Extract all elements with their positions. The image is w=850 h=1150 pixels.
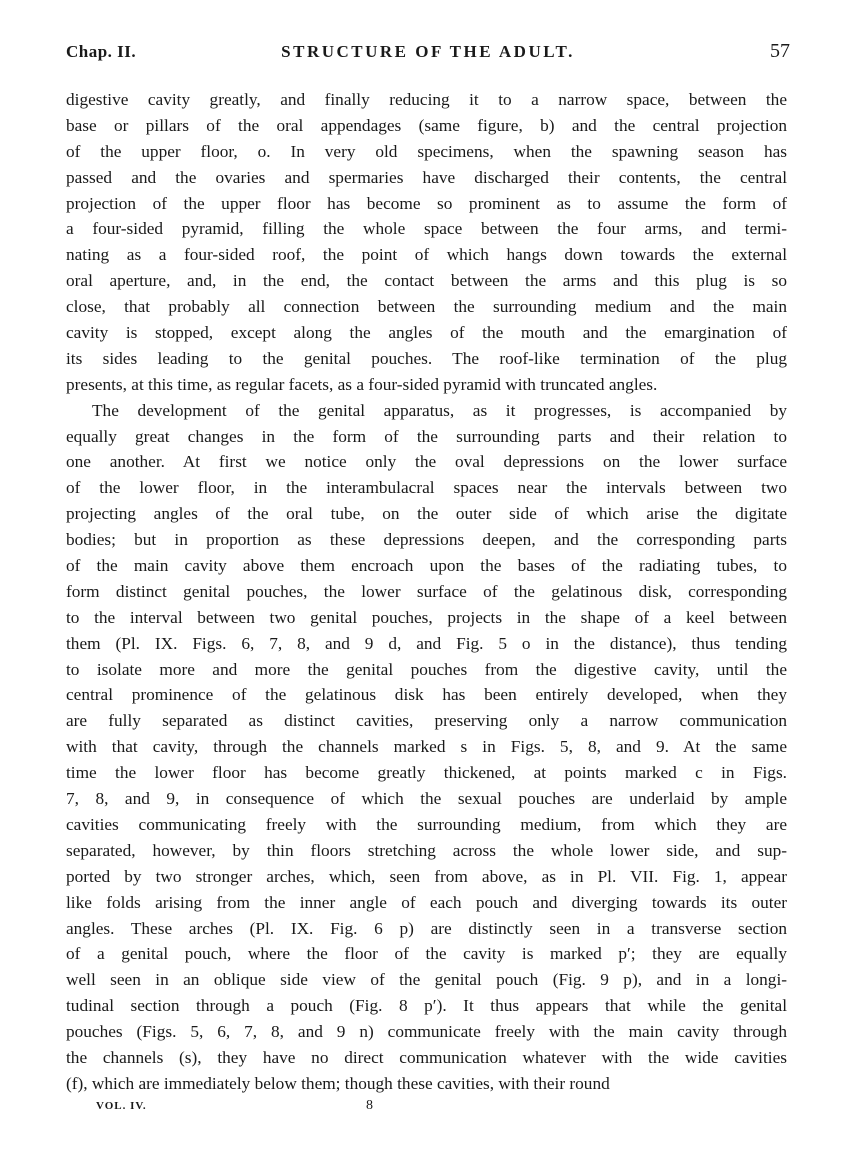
text-line: bodies; but in proportion as these depressions deepen, and the corresponding parts	[66, 530, 787, 550]
text-line: of the main cavity above them encroach upon the bases of the radiating tubes, to	[66, 556, 787, 576]
text-line: time the lower floor has become greatly thickened, at points marked c in Figs.	[66, 763, 787, 783]
text-line: cavity is stopped, except along the angles of the mouth and the emargination of	[66, 323, 787, 343]
text-line: oral aperture, and, in the end, the contact between the arms and this plug is so	[66, 271, 787, 291]
text-line: nating as a four-sided roof, the point of which hangs down towards the external	[66, 245, 787, 265]
text-line: angles. These arches (Pl. IX. Fig. 6 p) are distinctly seen in a transverse section	[66, 918, 787, 938]
page-footer	[66, 1098, 790, 1118]
body-text	[66, 87, 787, 1097]
text-line: one another. At first we notice only the oval depressions on the lower surface	[66, 452, 787, 472]
text-line: them (Pl. IX. Figs. 6, 7, 8, and 9 d, and Fig. 5 o in the distance), thus tending	[66, 633, 787, 653]
text-line: digestive cavity greatly, and finally reducing it to a narrow space, between the	[66, 90, 787, 109]
running-title: STRUCTURE OF THE ADULT.	[281, 42, 575, 61]
running-header	[66, 38, 790, 68]
text-line: of the upper floor, o. In very old specimens, when the spawning season has	[66, 141, 787, 161]
text-line: base or pillars of the oral appendages (same figure, b) and the central projection	[66, 115, 787, 135]
signature-mark: 8	[366, 1098, 373, 1113]
text-line: The development of the genital apparatus, as it progresses, is accompanied by	[92, 400, 787, 420]
text-line: cavities communicating freely with the surrounding medium, from which they are	[66, 814, 787, 834]
text-line: projecting angles of the oral tube, on the outer side of which arise the digitate	[66, 504, 787, 524]
text-line: tudinal section through a pouch (Fig. 8 p′). It thus appears that while the genital	[66, 996, 787, 1016]
text-line: of the lower floor, in the interambulacral spaces near the intervals between two	[66, 478, 787, 498]
text-line: with that cavity, through the channels marked s in Figs. 5, 8, and 9. At the same	[66, 737, 787, 757]
text-line: its sides leading to the genital pouches. The roof-like termination of the plug	[66, 348, 787, 368]
text-line: form distinct genital pouches, the lower surface of the gelatinous disk, corresponding	[66, 581, 787, 601]
text-line: the channels (s), they have no direct communication whatever with the wide cavities	[66, 1047, 787, 1067]
text-line: (f), which are immediately below them; though these cavities, with their round	[66, 1073, 610, 1093]
text-line: are fully separated as distinct cavities, preserving only a narrow communication	[66, 711, 787, 731]
text-line: like folds arising from the inner angle of each pouch and diverging towards its outer	[66, 892, 787, 912]
text-line: central prominence of the gelatinous disk has been entirely developed, when they	[66, 685, 787, 705]
text-line: close, that probably all connection between the surrounding medium and the main	[66, 297, 787, 317]
text-line: 7, 8, and 9, in consequence of which the sexual pouches are underlaid by ample	[66, 789, 787, 809]
text-line: passed and the ovaries and spermaries have discharged their contents, the central	[66, 167, 787, 187]
chapter-label: Chap. II.	[66, 42, 137, 61]
text-line: to isolate more and more the genital pouches from the digestive cavity, until the	[66, 659, 787, 679]
page-number: 57	[770, 40, 790, 62]
text-line: a four-sided pyramid, filling the whole space between the four arms, and termi-	[66, 219, 787, 239]
text-line: separated, however, by thin floors stretching across the whole lower side, and sup-	[66, 840, 787, 860]
text-line: of a genital pouch, where the floor of the cavity is marked p′; they are equally	[66, 944, 787, 964]
text-line: equally great changes in the form of the surrounding parts and their relation to	[66, 426, 787, 446]
text-line: ported by two stronger arches, which, seen from above, as in Pl. VII. Fig. 1, appear	[66, 866, 787, 886]
text-line: pouches (Figs. 5, 6, 7, 8, and 9 n) communicate freely with the main cavity through	[66, 1022, 787, 1042]
text-line: well seen in an oblique side view of the genital pouch (Fig. 9 p), and in a longi-	[66, 970, 787, 990]
volume-mark: VOL. IV.	[96, 1100, 147, 1112]
text-line: to the interval between two genital pouches, projects in the shape of a keel between	[66, 607, 787, 627]
text-line: presents, at this time, as regular facets, as a four-sided pyramid with truncated angles.	[66, 374, 658, 394]
text-line: projection of the upper floor has become so prominent as to assume the form of	[66, 193, 787, 213]
